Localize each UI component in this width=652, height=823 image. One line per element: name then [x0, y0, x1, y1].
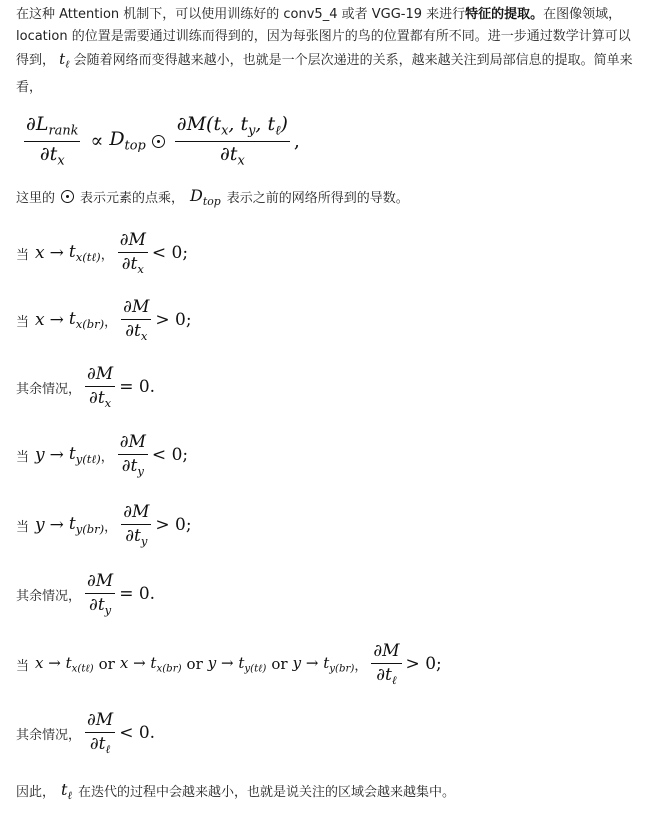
case-3: 其余情况， $\frac{\partial M}{\partial t_x}$ = 0.: [16, 364, 156, 410]
odot-symbol: [152, 135, 165, 148]
last-case-fraction: $\frac{\partial M}{\partial t_\ell}$: [87, 710, 114, 756]
case-6-fraction: $\frac{\partial M}{\partial t_y}$: [87, 571, 114, 617]
rhs-fraction: $\frac{\partial M(t_x, t_y, t_\ell)}{\partial t_x}$: [176, 113, 288, 169]
case-4-fraction: $\frac{\partial M}{\partial t_y}$: [119, 432, 146, 478]
combined-fraction: $\frac{\partial M}{\partial t_\ell}$: [373, 641, 400, 687]
case-1: 当 x → $t_{x(t\ell)}$ ， $\frac{\partial M}{\partial t_x}$ < 0;: [16, 230, 189, 276]
combined-case: 当 $x \to t_{x(t\ell)}$ or $x \to t_{x(br)}$ or $y \to t_{y(t\ell)}$ or $y \to t_{y(br)}$ ， $\frac{\partial M}{\partial t_\ell}$ > 0;: [16, 641, 442, 687]
lhs-fraction: $\frac{\partial L_{rank}}{\partial t_x}$: [26, 113, 79, 169]
intro-text-1: 在这种 Attention 机制下，可以使用训练好的 conv5_4 或者 VGG-19 来进行: [16, 7, 466, 22]
odot-symbol-inline: [61, 190, 74, 203]
intro-paragraph: [16, 4, 638, 99]
d-top-inline: $D_{top}$: [190, 186, 221, 208]
main-formula: $\frac{\partial L_{rank}}{\partial t_x}$ ∝ $D_{top}$ $\frac{\partial M(t_x, t_y, t_\ell)}{\partial t_x}$ ,: [26, 113, 300, 169]
case-1-fraction: $\frac{\partial M}{\partial t_x}$: [119, 230, 146, 276]
case-5: 当 y → $t_{y(br)}$ ， $\frac{\partial M}{\partial t_y}$ > 0;: [16, 502, 192, 548]
case-2-fraction: $\frac{\partial M}{\partial t_x}$: [123, 297, 150, 343]
d-top-symbol: $D_{top}$: [109, 128, 146, 154]
t-l-symbol: $t_\ell$: [59, 50, 70, 71]
case-3-fraction: $\frac{\partial M}{\partial t_x}$: [87, 364, 114, 410]
explain-line: 这里的 表示元素的点乘， $D_{top}$ 表示之前的网络所得到的导数。: [16, 186, 409, 208]
conclusion-line: 因此， $t_\ell$ 在迭代的过程中会越来越小，也就是说关注的区域会越来越集中。: [16, 780, 455, 802]
case-5-fraction: $\frac{\partial M}{\partial t_y}$: [123, 502, 150, 548]
intro-text-3: 会随着网络而变得越来越小，也就是一个层次递进的关系，越来越关注到局部信息的提取。简单来看，: [16, 53, 633, 95]
case-6: 其余情况， $\frac{\partial M}{\partial t_y}$ = 0.: [16, 571, 156, 617]
propto-symbol: ∝: [90, 130, 104, 153]
case-2: 当 x → $t_{x(br)}$ ， $\frac{\partial M}{\partial t_x}$ > 0;: [16, 297, 192, 343]
last-case: 其余情况， $\frac{\partial M}{\partial t_\ell}$ < 0.: [16, 710, 156, 756]
intro-text-2: 在图像领域，location 的位置是需要通过训练而得到的，因为每张图片的鸟的位置都有所不同。进一步通过数学计算可以得到，: [16, 7, 631, 68]
case-4: 当 y → $t_{y(t\ell)}$ ， $\frac{\partial M}{\partial t_y}$ < 0;: [16, 432, 189, 478]
intro-bold-text: 特征的提取。: [465, 7, 544, 22]
